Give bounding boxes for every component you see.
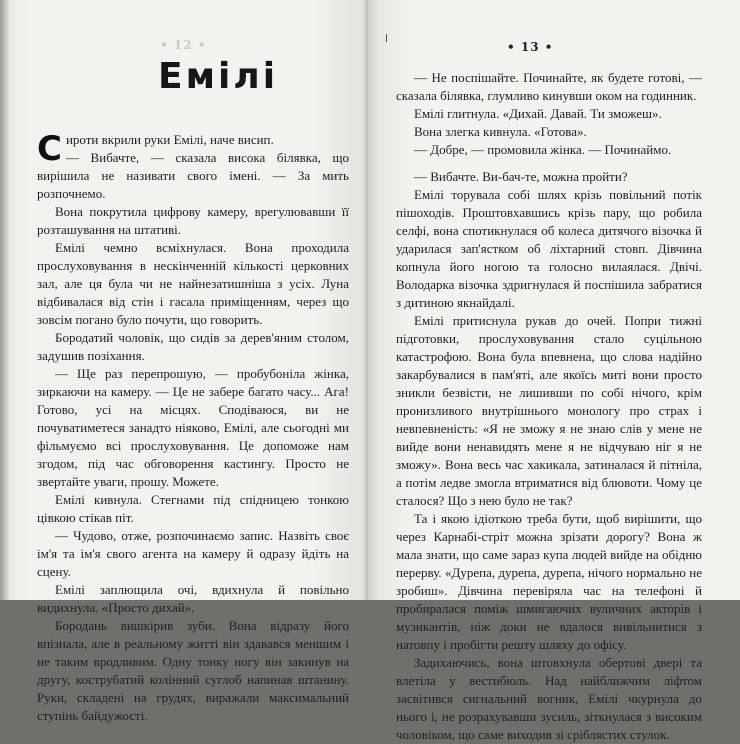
paragraph: — Вибачте, — сказала висока білявка, що вирішила не називати свого імені. — За мить розпочнемо. [37, 150, 349, 201]
paragraph: Та і якою ідіоткою треба бути, щоб вирішити, що через Карнабі-стріт можна зрізати дорогу? Вона ж мала знати, що саме зараз купа людей вийде на обідню перерву. «Дурепа, дурепа, дурепа, нічого нормально не зробиш». Дівчина перевіряла час на телефоні й пробиралася поміж шмигаючих вуличних акторів і музикантів, ніж доки не вдалося вивільнитися з натовпу і пробігти решту шляху до офісу. [396, 511, 702, 652]
chapter-title: Емілі [158, 56, 279, 97]
paragraph: Вона злегка кивнула. «Готова». [414, 124, 587, 139]
paragraph: Емілі торувала собі шлях крізь повільний потік пішоходів. Проштовхавшись крізь пару, що робила селфі, вона спотикнулася об колеса дитячого візочка й ударилася зап'ястком об ліхтарний стовп. Дівчина копнула його ногою та голосно вилаялася. Двічі. Володарка візочка здригнулася й поспішила забратися з дитиною якнайдалі. [396, 187, 702, 310]
right-page-number: • 13 • [507, 40, 554, 54]
left-page-number: • 12 • [160, 38, 207, 52]
section-break [396, 159, 702, 168]
paragraph: Емілі заплющила очі, вдихнула й повільно видихнула. «Просто дихай». [37, 582, 349, 615]
paragraph: Емілі глитнула. «Дихай. Давай. Ти зможеш». [414, 106, 662, 121]
left-page [0, 0, 368, 723]
paragraph: — Не поспішайте. Починайте, як будете готові, — сказала білявка, глумливо кинувши оком на годинник. [396, 70, 702, 103]
paragraph: — Ще раз перепрошую, — пробубоніла жінка, зиркаючи на камеру. — Це не забере багато часу... Ага! Готово, усі на місцях. Сподіваюся, ви не почуватиметеся занадто ніяково, Емілі, але сьогодні ми фільмуємо всі прослуховування. Це допоможе нам згодом, під час обговорення кастингу. Просто не звертайте уваги, прошу. Можете. [37, 366, 349, 489]
paragraph: Задихаючись, вона штовхнула обертові двері та влетіла у вестибюль. Над найближчим ліфтом засвітився сигнальний вогник, Емілі чкурнула до нього і, не розрахувавши зусиль, зіткнулася з високим чоловіком, що саме виходив зі сріблястих стулок. [396, 655, 702, 742]
pencil-mark [386, 34, 387, 42]
drop-cap: С [37, 129, 62, 169]
paragraph: Емілі чемно всміхнулася. Вона проходила прослуховування в нескінченній кількості церковних зал, але ця була чи не найнезатишніша з усіх. Луна відбивалася від стін і гасала приміщенням, через що зовсім погано було почути, що говорить. [37, 240, 349, 327]
paragraph: — Добре, — промовила жінка. — Починаймо. [414, 142, 672, 157]
page-edge-shadow [0, 0, 10, 600]
left-page-text [37, 131, 349, 725]
paragraph-text: ироти вкрили руки Емілі, наче висип. [65, 132, 274, 147]
paragraph: Емілі притиснула рукав до очей. Попри тижні підготовки, прослуховування стало суцільною катастрофою. Вона була впевнена, що слова надійно закарбувалися в пам'яті, але якоїсь миті вони просто зникли безвісти, не лишивши по собі нічого, крім пронизливого внутрішнього монологу про страх і невпевненість: «Я не зможу я не знаю слів у мене не вийде вони ненавидять мене я не відчуваю ніг я не зможу». Вона весь час хакикала, затиналася й пітніла, а потім ледве змогла втриматися від блювоти. Чому це сталося? Що з нею було не так? [396, 313, 702, 508]
paragraph: — Вибачте. Ви-бач-те, можна пройти? [414, 169, 628, 184]
paragraph: Вона покрутила цифрову камеру, врегулювавши її розташування на штативі. [37, 204, 349, 237]
paragraph: — Чудово, отже, розпочинаємо запис. Назвіть своє ім'я та ім'я свого агента на камеру й одразу йдіть на сцену. [37, 528, 349, 579]
paragraph: Бородатий чоловік, що сидів за дерев'яним столом, задушив позіхання. [37, 330, 349, 363]
right-page-text [396, 69, 702, 744]
paragraph [37, 129, 349, 169]
paragraph: Емілі кивнула. Стегнами під спідницею тонкою цівкою стікав піт. [37, 492, 349, 525]
paragraph: Бородань вишкірив зуби. Вона відразу його впізнала, але в реальному житті він здавався меншим і не таким вродливим. Одну тонку ногу він закинув на другу, кострубатий колінний суглоб напинав штанину. Руки, складені на грудях, виражали максимальний ступінь байдужості. [37, 618, 349, 723]
